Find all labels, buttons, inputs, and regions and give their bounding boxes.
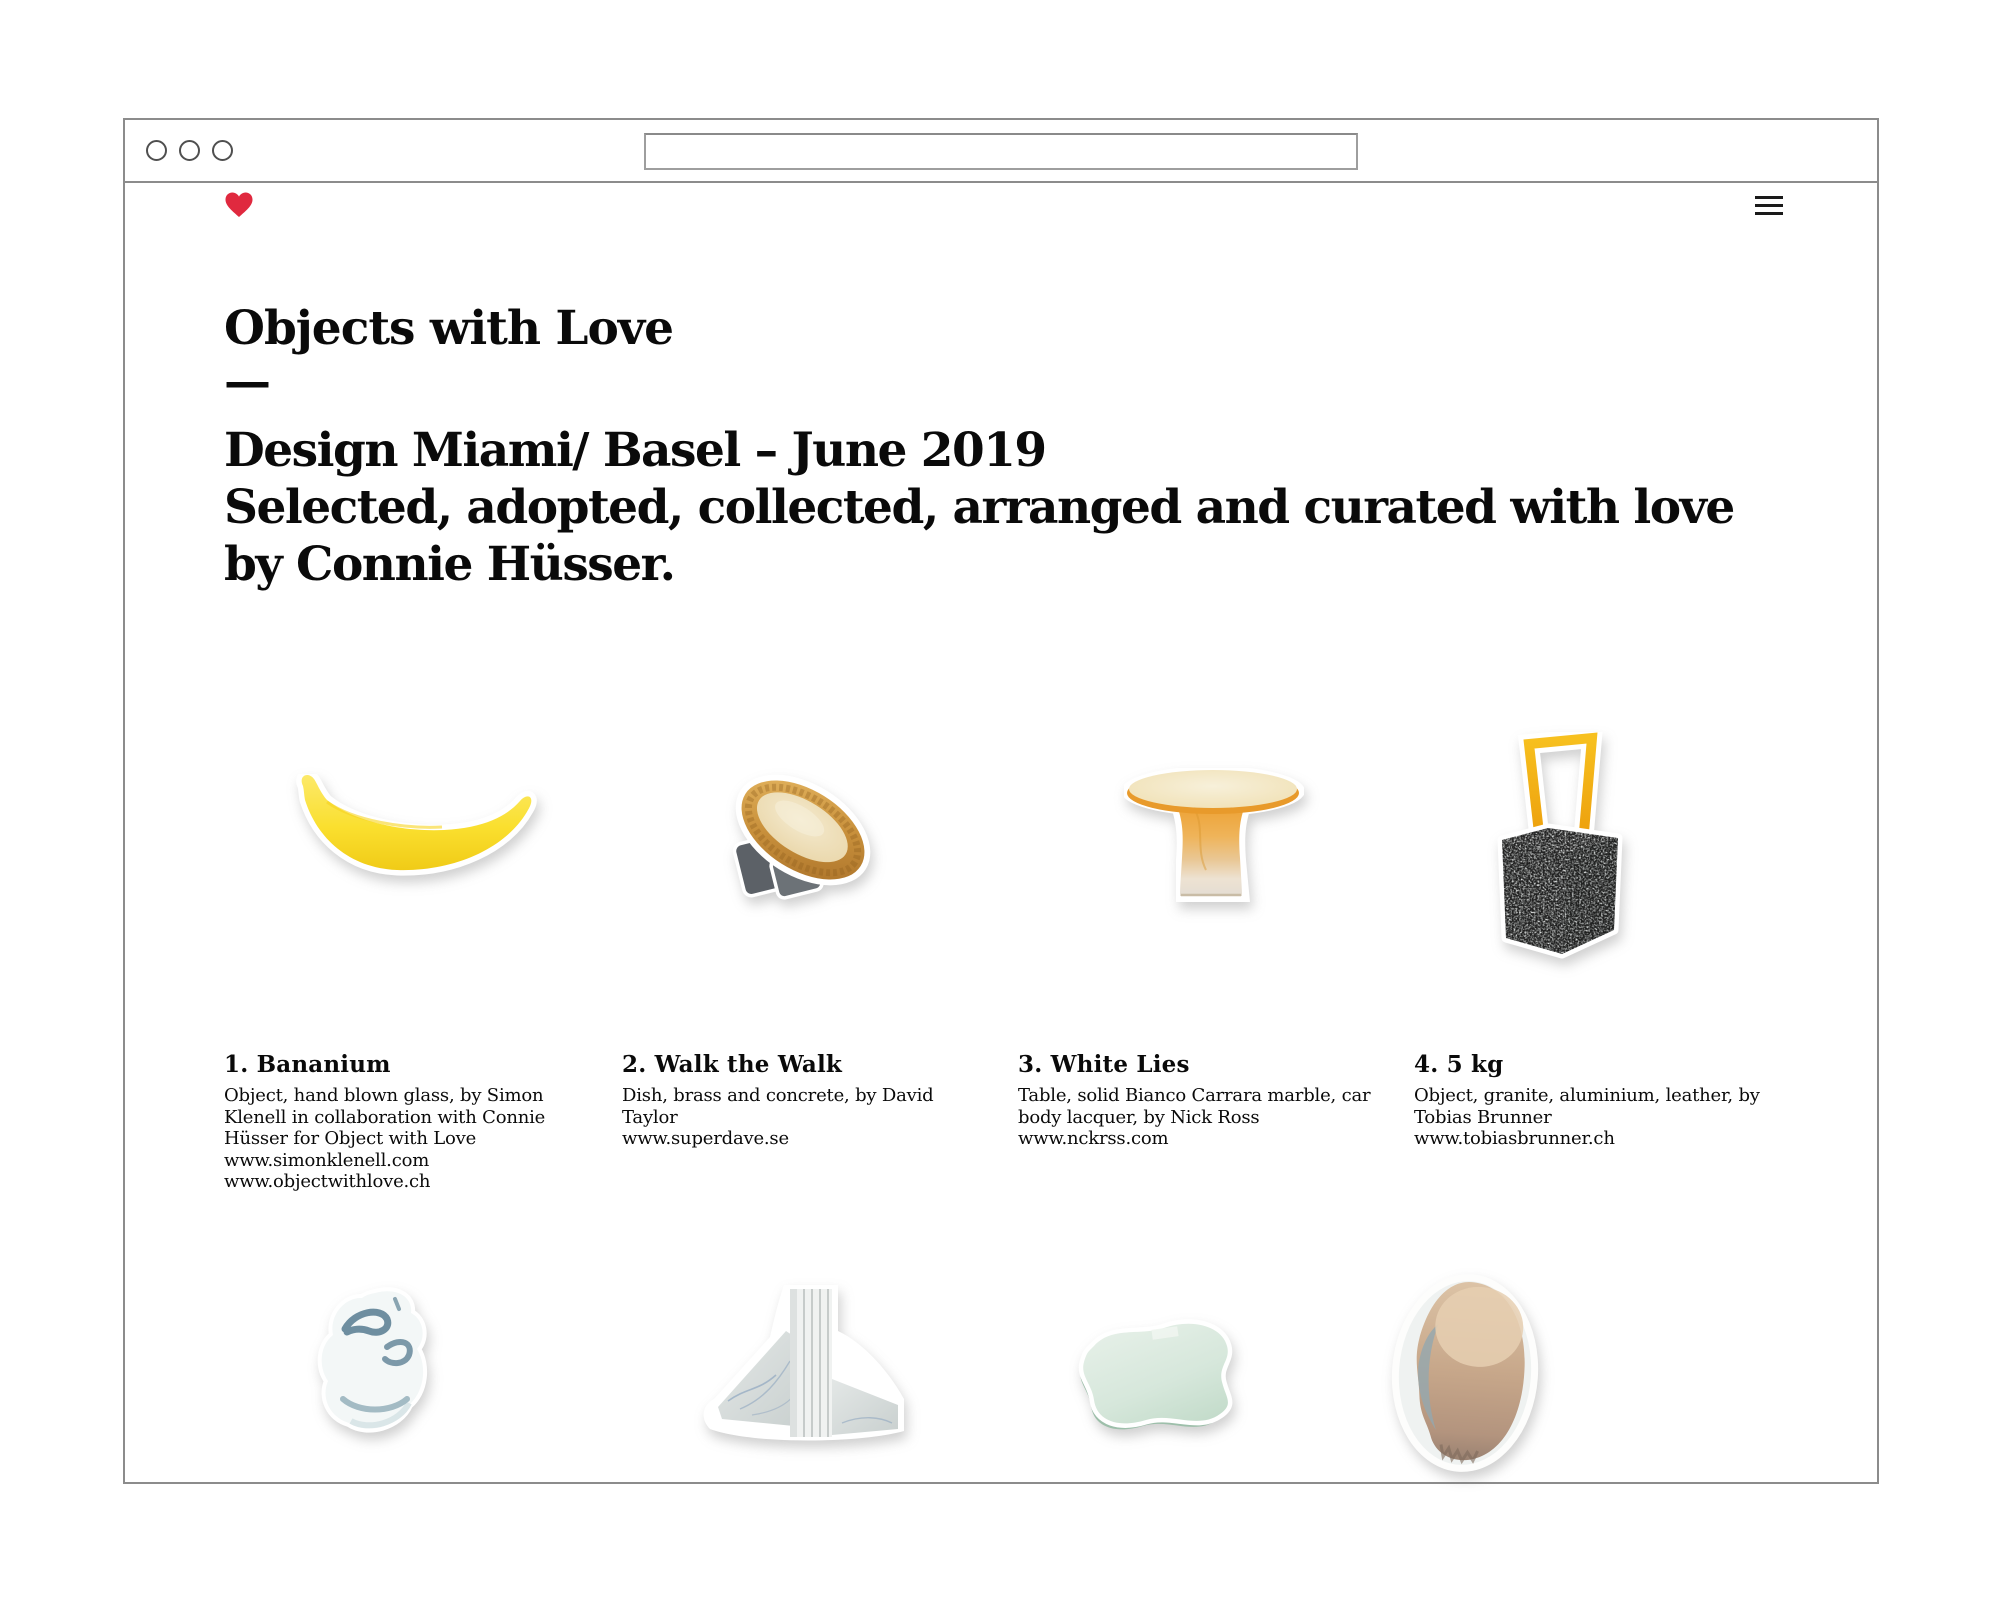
window-control-maximize[interactable] xyxy=(212,140,233,161)
watercolor-plate-illustration xyxy=(1388,1268,1543,1478)
gallery-image-glass-squiggle[interactable] xyxy=(315,1285,440,1450)
product-info-bananium xyxy=(224,1052,586,1193)
hero-section xyxy=(224,302,1854,593)
product-link[interactable]: www.tobiasbrunner.ch xyxy=(1414,1128,1615,1149)
heart-logo[interactable] xyxy=(225,192,253,218)
product-image-white-lies[interactable] xyxy=(1124,768,1304,908)
gallery-image-watercolor-plate[interactable] xyxy=(1388,1268,1543,1478)
product-link[interactable]: www.nckrss.com xyxy=(1018,1128,1169,1149)
product-image-5kg[interactable] xyxy=(1496,732,1638,967)
product-heading: 3. White Lies xyxy=(1018,1051,1190,1078)
hamburger-menu-button[interactable] xyxy=(1755,196,1783,218)
glass-squiggle-illustration xyxy=(315,1285,440,1450)
product-info-white-lies xyxy=(1018,1052,1380,1150)
window-control-close[interactable] xyxy=(146,140,167,161)
product-description: Dish, brass and concrete, by David Taylor xyxy=(622,1085,934,1128)
product-link[interactable]: www.superdave.se xyxy=(622,1128,789,1149)
product-image-walk-the-walk[interactable] xyxy=(732,760,887,910)
product-description: Table, solid Bianco Carrara marble, car body lacquer, by Nick Ross xyxy=(1018,1085,1371,1128)
window-controls xyxy=(146,140,233,161)
window-control-minimize[interactable] xyxy=(179,140,200,161)
product-heading: 1. Bananium xyxy=(224,1051,391,1078)
product-info-5kg xyxy=(1414,1052,1776,1150)
title-dash: — xyxy=(224,354,271,409)
product-description: Object, hand blown glass, by Simon Klenell in collaboration with Connie Hüsser for Object with Love xyxy=(224,1085,546,1149)
product-info-walk-the-walk xyxy=(622,1052,984,1150)
hero-event-line: Design Miami/ Basel – June 2019 xyxy=(224,423,1046,478)
brass-dish-illustration xyxy=(732,760,887,910)
product-heading: 2. Walk the Walk xyxy=(622,1051,843,1078)
mint-slab-illustration xyxy=(1070,1300,1250,1440)
granite-block-illustration xyxy=(1496,732,1638,967)
product-link[interactable]: www.simonklenell.com xyxy=(224,1149,430,1171)
hero-subtitle xyxy=(224,422,1854,593)
gallery-image-marble-bookend[interactable] xyxy=(692,1281,912,1451)
gallery-image-mint-slab[interactable] xyxy=(1070,1300,1250,1440)
hero-tagline-line2: by Connie Hüsser. xyxy=(224,537,675,592)
banana-illustration xyxy=(270,774,550,894)
hamburger-icon xyxy=(1755,196,1783,215)
marble-table-illustration xyxy=(1124,768,1304,908)
product-image-bananium[interactable] xyxy=(270,774,550,894)
marble-bookend-illustration xyxy=(692,1281,912,1451)
heart-icon xyxy=(225,192,253,218)
hero-tagline-line1: Selected, adopted, collected, arranged and curated with love xyxy=(224,480,1734,535)
product-description: Object, granite, aluminium, leather, by Tobias Brunner xyxy=(1414,1085,1760,1128)
address-bar-input[interactable] xyxy=(644,133,1358,170)
browser-window xyxy=(123,118,1879,1484)
page-title: Objects with Love xyxy=(224,301,674,356)
product-link[interactable]: www.objectwithlove.ch xyxy=(224,1171,431,1192)
browser-chrome xyxy=(125,120,1877,183)
product-heading: 4. 5 kg xyxy=(1414,1051,1504,1078)
